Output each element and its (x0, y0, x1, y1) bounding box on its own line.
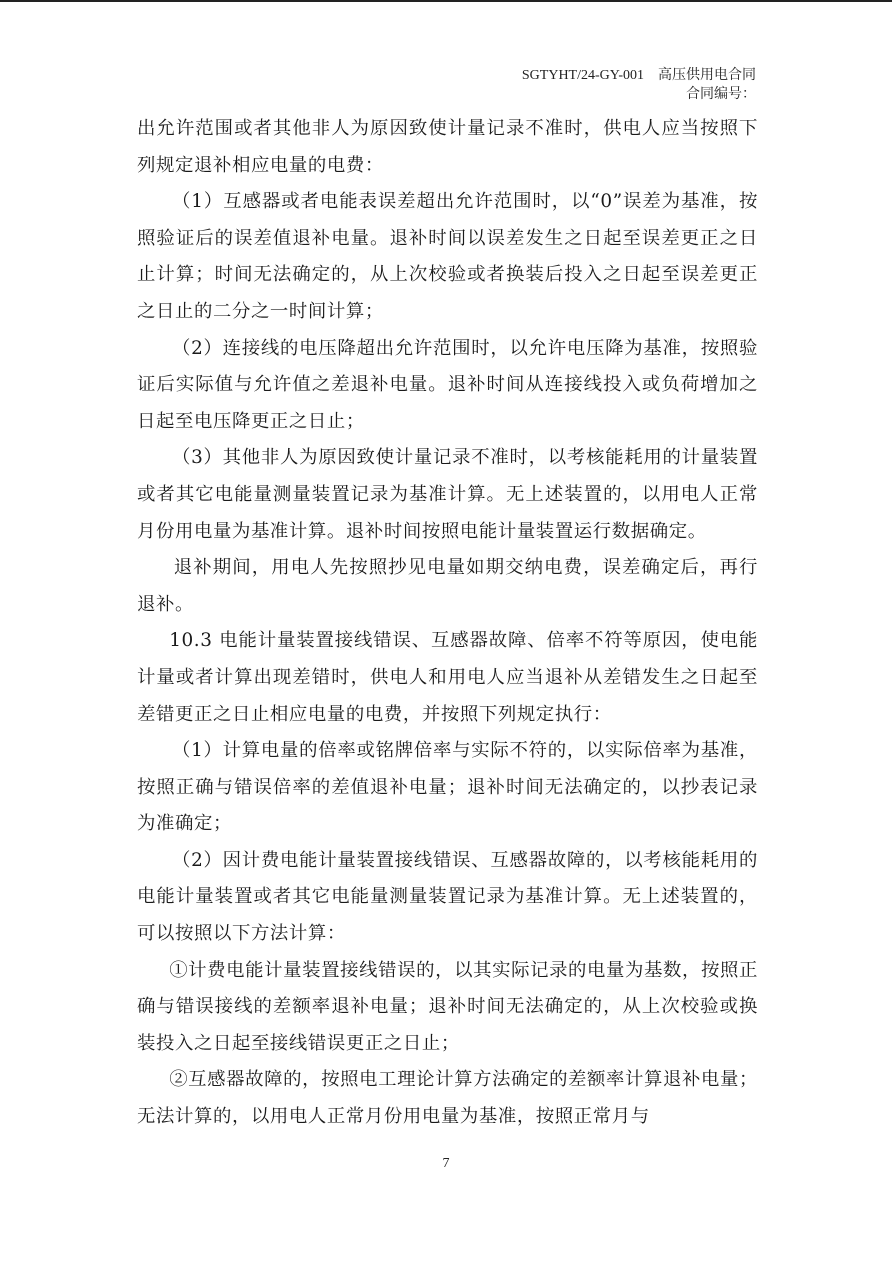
paragraph-continued: 出允许范围或者其他非人为原因致使计量记录不准时，供电人应当按照下列规定退补相应电量的电费： (137, 118, 758, 176)
page-number: 7 (442, 1156, 450, 1171)
paragraph-item-3: （3）其他非人为原因致使计量记录不准时，以考核能耗用的计量装置或者其它电能量测量装置记录为基准计算。无上述装置的，以用电人正常月份用电量为基准计算。退补时间按照电能计量装置运行数据确定。 (137, 447, 758, 542)
paragraph-circled-2: ②互感器故障的，按照电工理论计算方法确定的差额率计算退补电量；无法计算的，以用电人正常月份用电量为基准，按照正常月与 (137, 1069, 758, 1128)
contract-code: SGTYHT/24-GY-001 (521, 68, 644, 83)
paragraph-circled-1: ①计费电能计量装置接线错误的，以其实际记录的电量为基数，按照正确与错误接线的差额率退补电量；退补时间无法确定的，从上次校验或换装投入之日起至接线错误更正之日止； (137, 959, 758, 1054)
paragraph-clause-10-3-item-1: （1）计算电量的倍率或铭牌倍率与实际不符的，以实际倍率为基准，按照正确与错误倍率的差值退补电量；退补时间无法确定的，以抄表记录为准确定； (137, 740, 758, 835)
paragraph-clause-10-3: 10.3 电能计量装置接线错误、互感器故障、倍率不符等原因，使电能计量或者计算出现差错时，供电人和用电人应当退补从差错发生之日起至差错更正之日止相应电量的电费，并按照下列规定执行： (137, 630, 758, 725)
paragraph-clause-10-3-item-2: （2）因计费电能计量装置接线错误、互感器故障的，以考核能耗用的电能计量装置或者其它电能量测量装置记录为基准计算。无上述装置的，可以按照以下方法计算： (137, 849, 758, 945)
paragraph-item-2: （2）连接线的电压降超出允许范围时，以允许电压降为基准，按照验证后实际值与允许值之差退补电量。退补时间从连接线投入或负荷增加之日起至电压降更正之日止； (137, 337, 758, 432)
paragraph-refund-period: 退补期间，用电人先按照抄见电量如期交纳电费，误差确定后，再行退补。 (137, 557, 758, 615)
document-body (137, 111, 758, 1136)
contract-number-label: 合同编号： (686, 87, 756, 102)
document-title: 高压供用电合同 (658, 68, 756, 83)
header-line-1 (522, 66, 756, 85)
top-border-line (0, 0, 892, 2)
paragraph-item-1: （1）互感器或者电能表误差超出允许范围时，以“0”误差为基准，按照验证后的误差值退补电量。退补时间以误差发生之日起至误差更正之日止计算；时间无法确定的，从上次校验或者换装后投入之日起至误差更正之日止的二分之一时间计算； (137, 191, 758, 322)
page-header (522, 66, 756, 104)
